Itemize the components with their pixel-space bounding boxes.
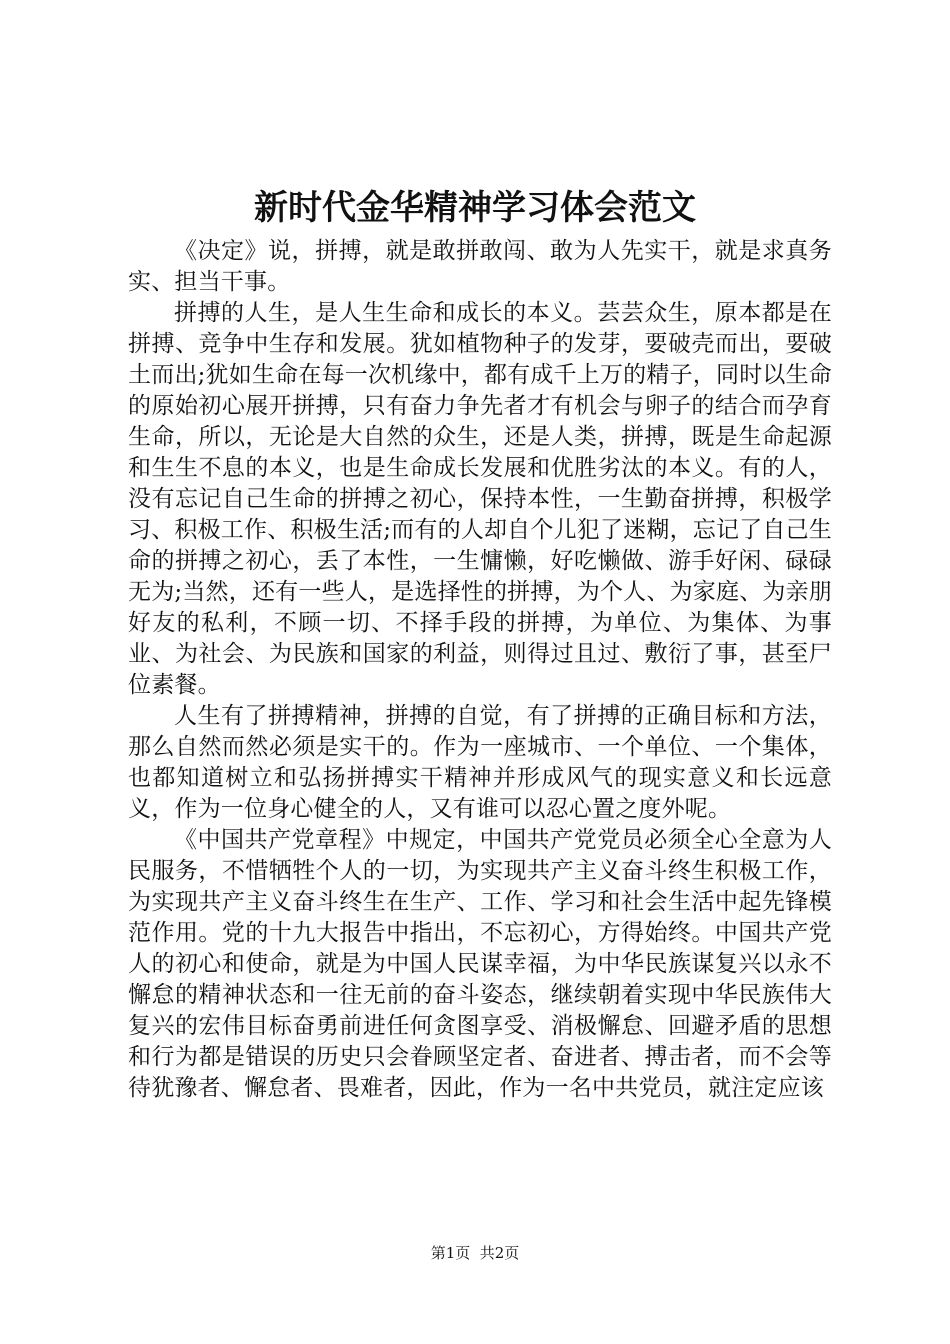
page-footer <box>0 1243 950 1263</box>
paragraph-1: 《决定》说，拼搏，就是敢拼敢闯、敢为人先实干，就是求真务实、担当干事。 <box>128 238 832 295</box>
paragraph-3: 人生有了拼搏精神，拼搏的自觉，有了拼搏的正确目标和方法，那么自然而然必须是实干的。作为一座城市、一个单位、一个集体，也都知道树立和弘扬拼搏实干精神并形成风气的现实意义和长远意义，作为一位身心健全的人，又有谁可以忍心置之度外呢。 <box>128 703 832 822</box>
page-number: 第1页 共2页 <box>430 1244 520 1262</box>
paragraph-4: 《中国共产党章程》中规定，中国共产党党员必须全心全意为人民服务，不惜牺牲个人的一切，为实现共产主义奋斗终生积极工作，为实现共产主义奋斗终生在生产、工作、学习和社会生活中起先锋模范作用。党的十九大报告中指出，不忘初心，方得始终。中国共产党人的初心和使命，就是为中国人民谋幸福，为中华民族谋复兴以永不懈怠的精神状态和一往无前的奋斗姿态，继续朝着实现中华民族伟大复兴的宏伟目标奋勇前进任何贪图享受、消极懈怠、回避矛盾的思想和行为都是错误的历史只会眷顾坚定者、奋进者、搏击者，而不会等待犹豫者、懈怠者、畏难者，因此，作为一名中共党员，就注定应该 <box>128 827 832 1101</box>
document-title: 新时代金华精神学习体会范文 <box>254 188 696 228</box>
document-body <box>128 236 832 1104</box>
paragraph-2: 拼搏的人生，是人生生命和成长的本义。芸芸众生，原本都是在拼搏、竞争中生存和发展。犹如植物种子的发芽，要破壳而出，要破土而出;犹如生命在每一次机缘中，都有成千上万的精子，同时以生命的原始初心展开拼搏，只有奋力争先者才有机会与卵子的结合而孕育生命，所以，无论是大自然的众生，还是人类，拼搏，既是生命起源和生生不息的本义，也是生命成长发展和优胜劣汰的本义。有的人，没有忘记自己生命的拼搏之初心，保持本性，一生勤奋拼搏，积极学习、积极工作、积极生活;而有的人却自个儿犯了迷糊，忘记了自己生命的拼搏之初心，丢了本性，一生慵懒，好吃懒做、游手好闲、碌碌无为;当然，还有一些人，是选择性的拼搏，为个人、为家庭、为亲朋好友的私利，不顾一切、不择手段的拼搏，为单位、为集体、为事业、为社会、为民族和国家的利益，则得过且过、敷衍了事，甚至尸位素餐。 <box>128 300 832 698</box>
